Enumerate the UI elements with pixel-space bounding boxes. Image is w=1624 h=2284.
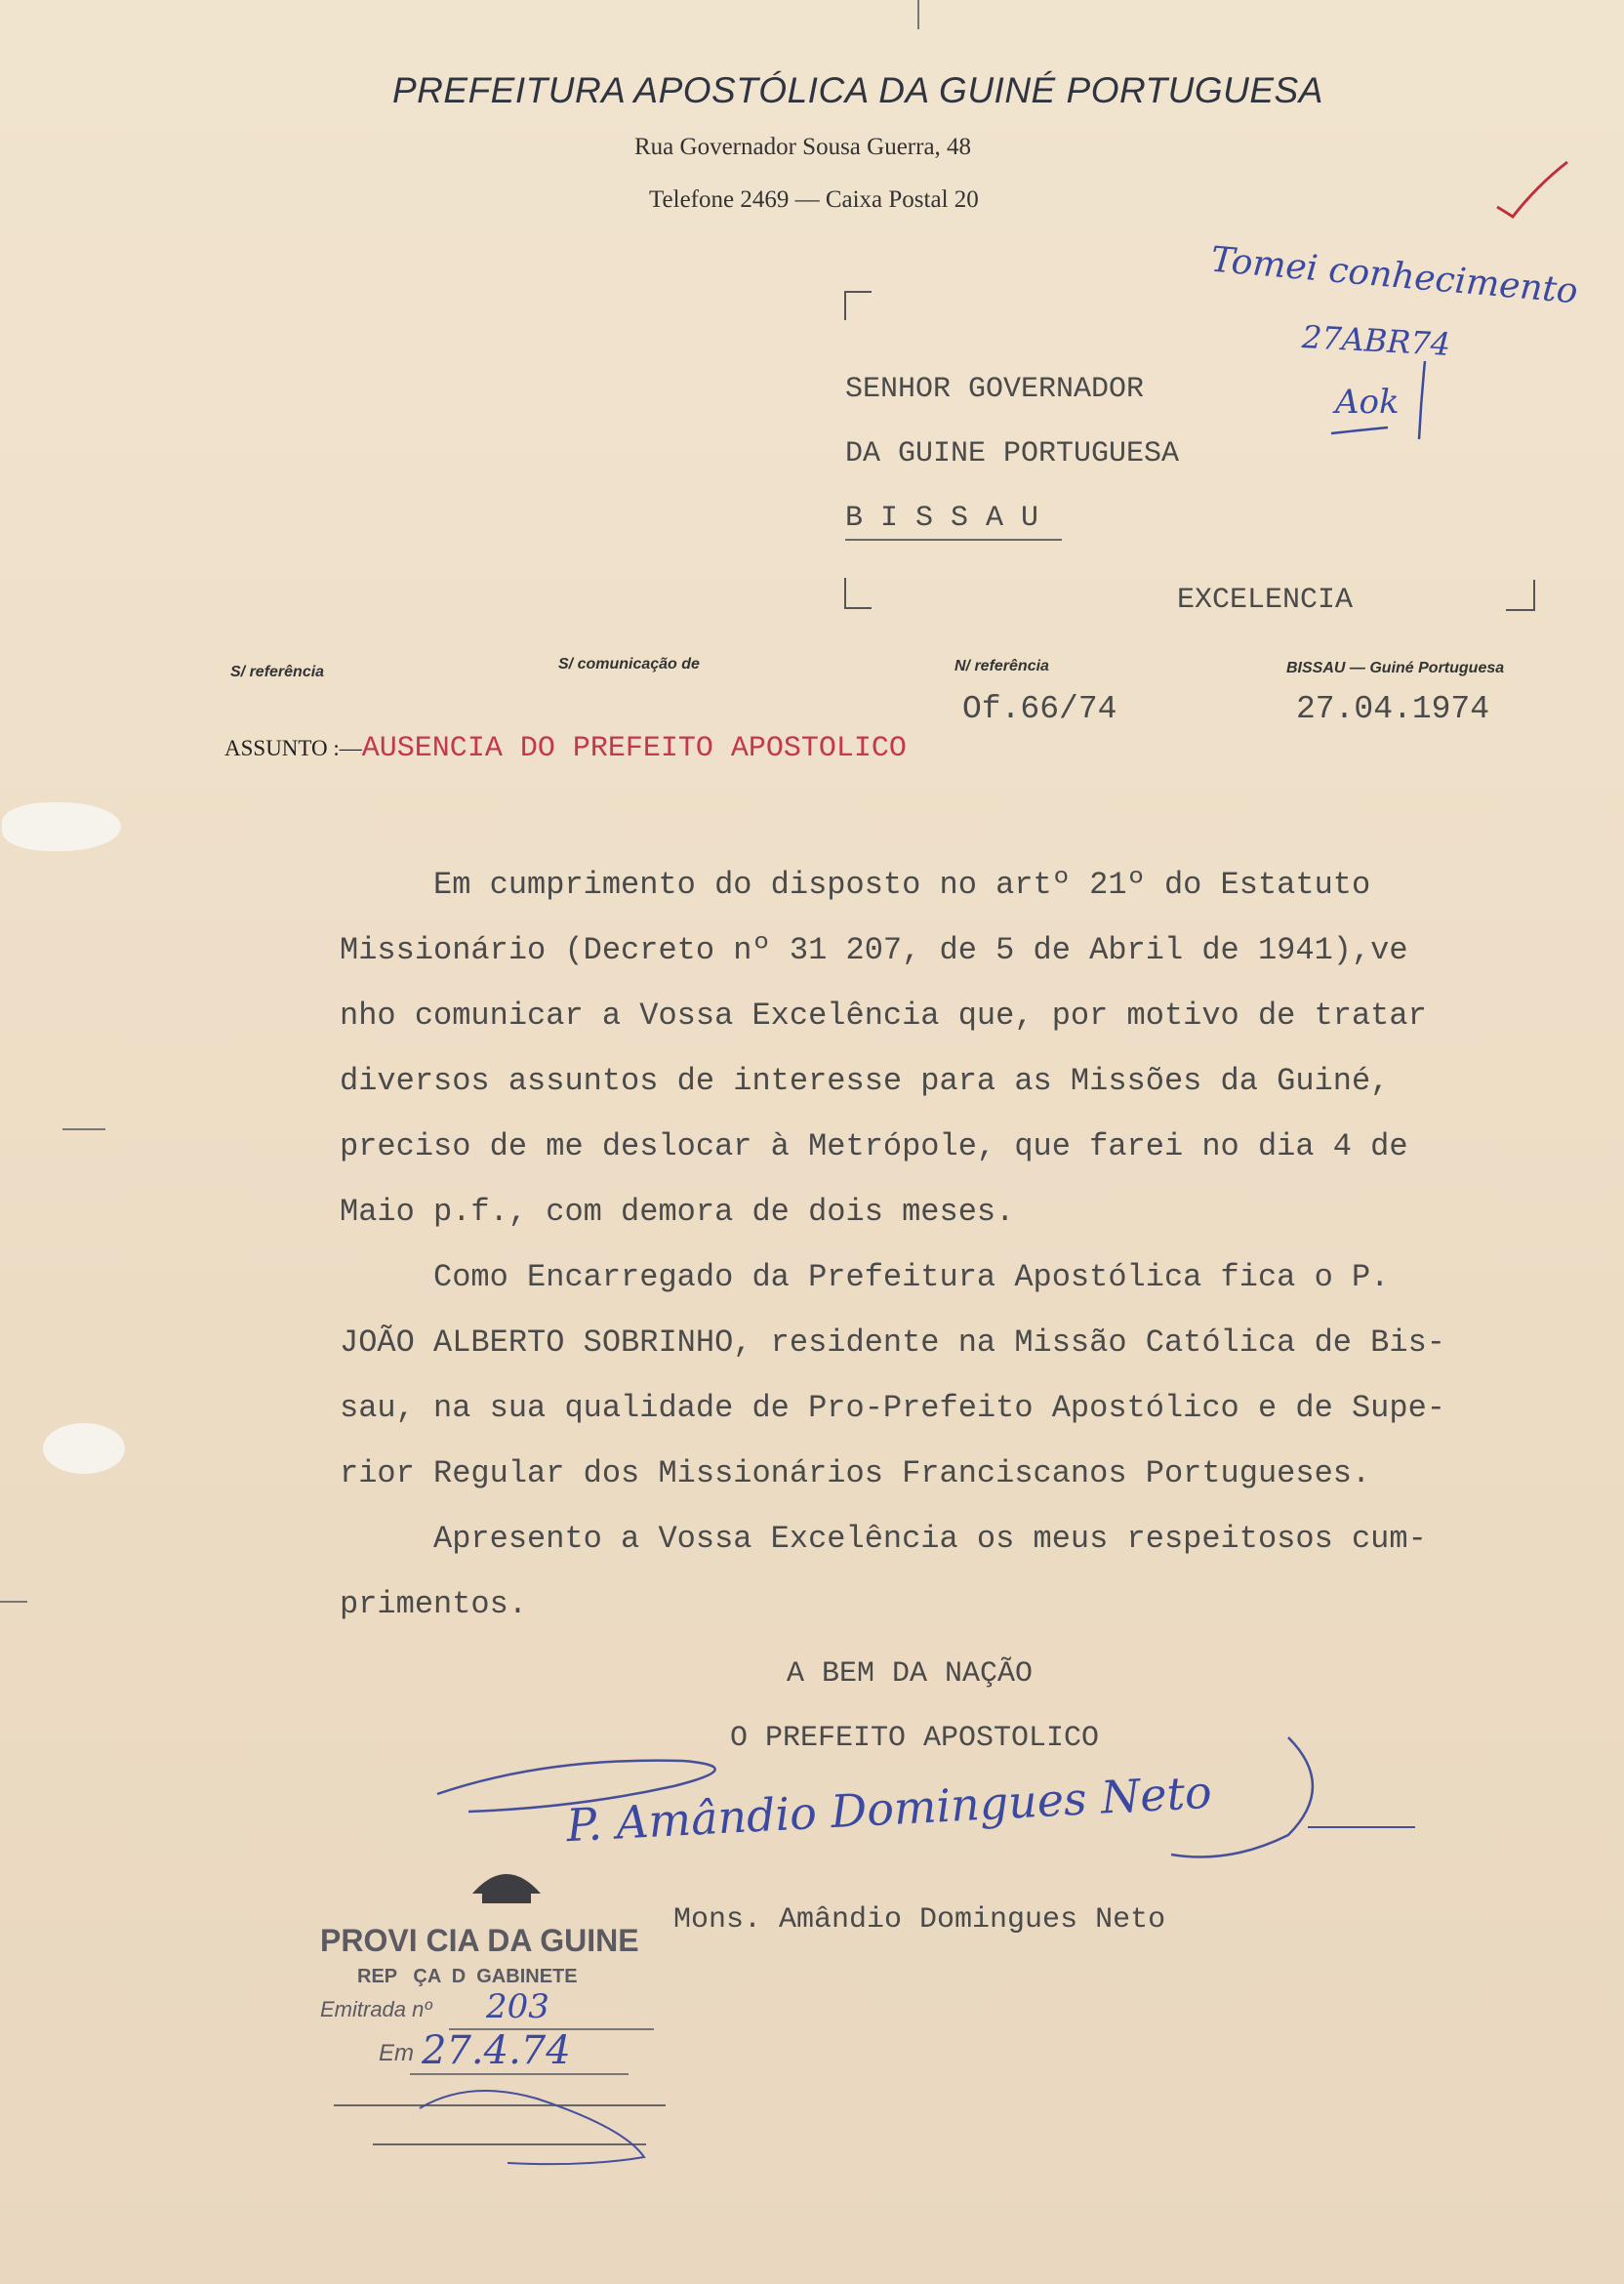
label-n-referencia: N/ referência — [954, 658, 1049, 674]
n-referencia-value: Of.66/74 — [962, 691, 1117, 727]
body-line-3: nho comunicar a Vossa Excelência que, por motivo de tratar — [340, 998, 1427, 1034]
coat-of-arms-icon — [463, 1851, 550, 1909]
handwritten-date: 27ABR74 — [1301, 318, 1452, 363]
letterhead-address: Rua Governador Sousa Guerra, 48 — [634, 134, 972, 160]
body-line-2: Missionário (Decreto nº 31 207, de 5 de Abril de 1941),ve — [340, 932, 1408, 968]
label-s-referencia: S/ referência — [230, 664, 325, 680]
label-s-comunicacao: S/ comunicação de — [558, 656, 700, 673]
stamp-date-value: 27.4.74 — [422, 2028, 571, 2073]
body-line-1: Em cumprimento do disposto no artº 21º do Estatuto — [340, 867, 1371, 903]
body-line-11: Apresento a Vossa Excelência os meus respeitosos cum- — [340, 1521, 1427, 1557]
margin-mark-1 — [62, 1128, 105, 1130]
recipient-line1: SENHOR GOVERNADOR — [845, 373, 1145, 406]
bracket-top-left-v — [844, 291, 846, 320]
city-underline — [845, 539, 1062, 541]
closing-motto: A BEM DA NAÇÃO — [787, 1657, 1034, 1691]
recipient-city: B I S S A U — [845, 502, 1039, 535]
closing-role: O PREFEITO APOSTOLICO — [730, 1722, 1100, 1755]
signatory-name: Mons. Amândio Domingues Neto — [673, 1903, 1166, 1937]
subject-text: AUSENCIA DO PREFEITO APOSTOLICO — [361, 732, 907, 765]
bracket-top-left — [844, 291, 872, 293]
signature: P. Amândio Domingues Neto — [565, 1765, 1213, 1853]
letter-date: 27.04.1974 — [1296, 691, 1490, 727]
stamp-entry-value: 203 — [486, 1987, 549, 2026]
handwritten-initials-stroke — [1327, 351, 1454, 459]
label-place: BISSAU — Guiné Portuguesa — [1286, 660, 1505, 676]
body-line-7: Como Encarregado da Prefeitura Apostólica fica o P. — [340, 1259, 1390, 1295]
bracket-bottom-left-v — [844, 578, 846, 607]
stamp-date-label: Em — [379, 2040, 414, 2066]
punch-hole-top — [2, 802, 121, 851]
body-line-12: primentos. — [340, 1586, 528, 1622]
recipient-salutation: EXCELENCIA — [1177, 584, 1354, 617]
margin-mark-2 — [0, 1601, 27, 1603]
body-line-6: Maio p.f., com demora de dois meses. — [340, 1194, 1015, 1230]
stamp-line1: PROVI CIA DA GUINE — [320, 1923, 639, 1958]
bracket-bottom-right — [1506, 609, 1535, 611]
stamp-signature-flourish — [390, 2069, 683, 2177]
bracket-bottom-left — [844, 607, 872, 609]
recipient-line2: DA GUINE PORTUGUESA — [845, 437, 1180, 470]
check-mark-icon — [1493, 156, 1571, 224]
letterhead-title: PREFEITURA APOSTÓLICA DA GUINÉ PORTUGUESA — [392, 70, 1323, 110]
subject-dash: — — [339, 736, 362, 760]
subject-row — [224, 732, 907, 765]
bracket-bottom-right-v — [1533, 580, 1535, 611]
stamp-entry-label: Emitrada nº — [320, 1997, 432, 2021]
stamp-line2: REP ÇA D GABINETE — [357, 1966, 578, 1987]
top-fold-mark — [917, 0, 919, 29]
subject-label: ASSUNTO : — [224, 736, 340, 760]
letterhead-contact: Telefone 2469 — Caixa Postal 20 — [649, 186, 979, 213]
handwritten-note: Tomei conhecimento — [1208, 239, 1580, 312]
body-line-4: diversos assuntos de interesse para as Missões da Guiné, — [340, 1063, 1390, 1099]
punch-hole-bottom — [43, 1423, 125, 1474]
handwritten-initials: Aok — [1335, 383, 1400, 422]
body-line-5: preciso de me deslocar à Metrópole, que farei no dia 4 de — [340, 1128, 1408, 1164]
body-line-9: sau, na sua qualidade de Pro-Prefeito Apostólico e de Supe- — [340, 1390, 1445, 1426]
body-line-8: JOÃO ALBERTO SOBRINHO, residente na Missão Católica de Bis- — [340, 1325, 1445, 1361]
body-line-10: rior Regular dos Missionários Franciscanos Portugueses. — [340, 1455, 1371, 1491]
